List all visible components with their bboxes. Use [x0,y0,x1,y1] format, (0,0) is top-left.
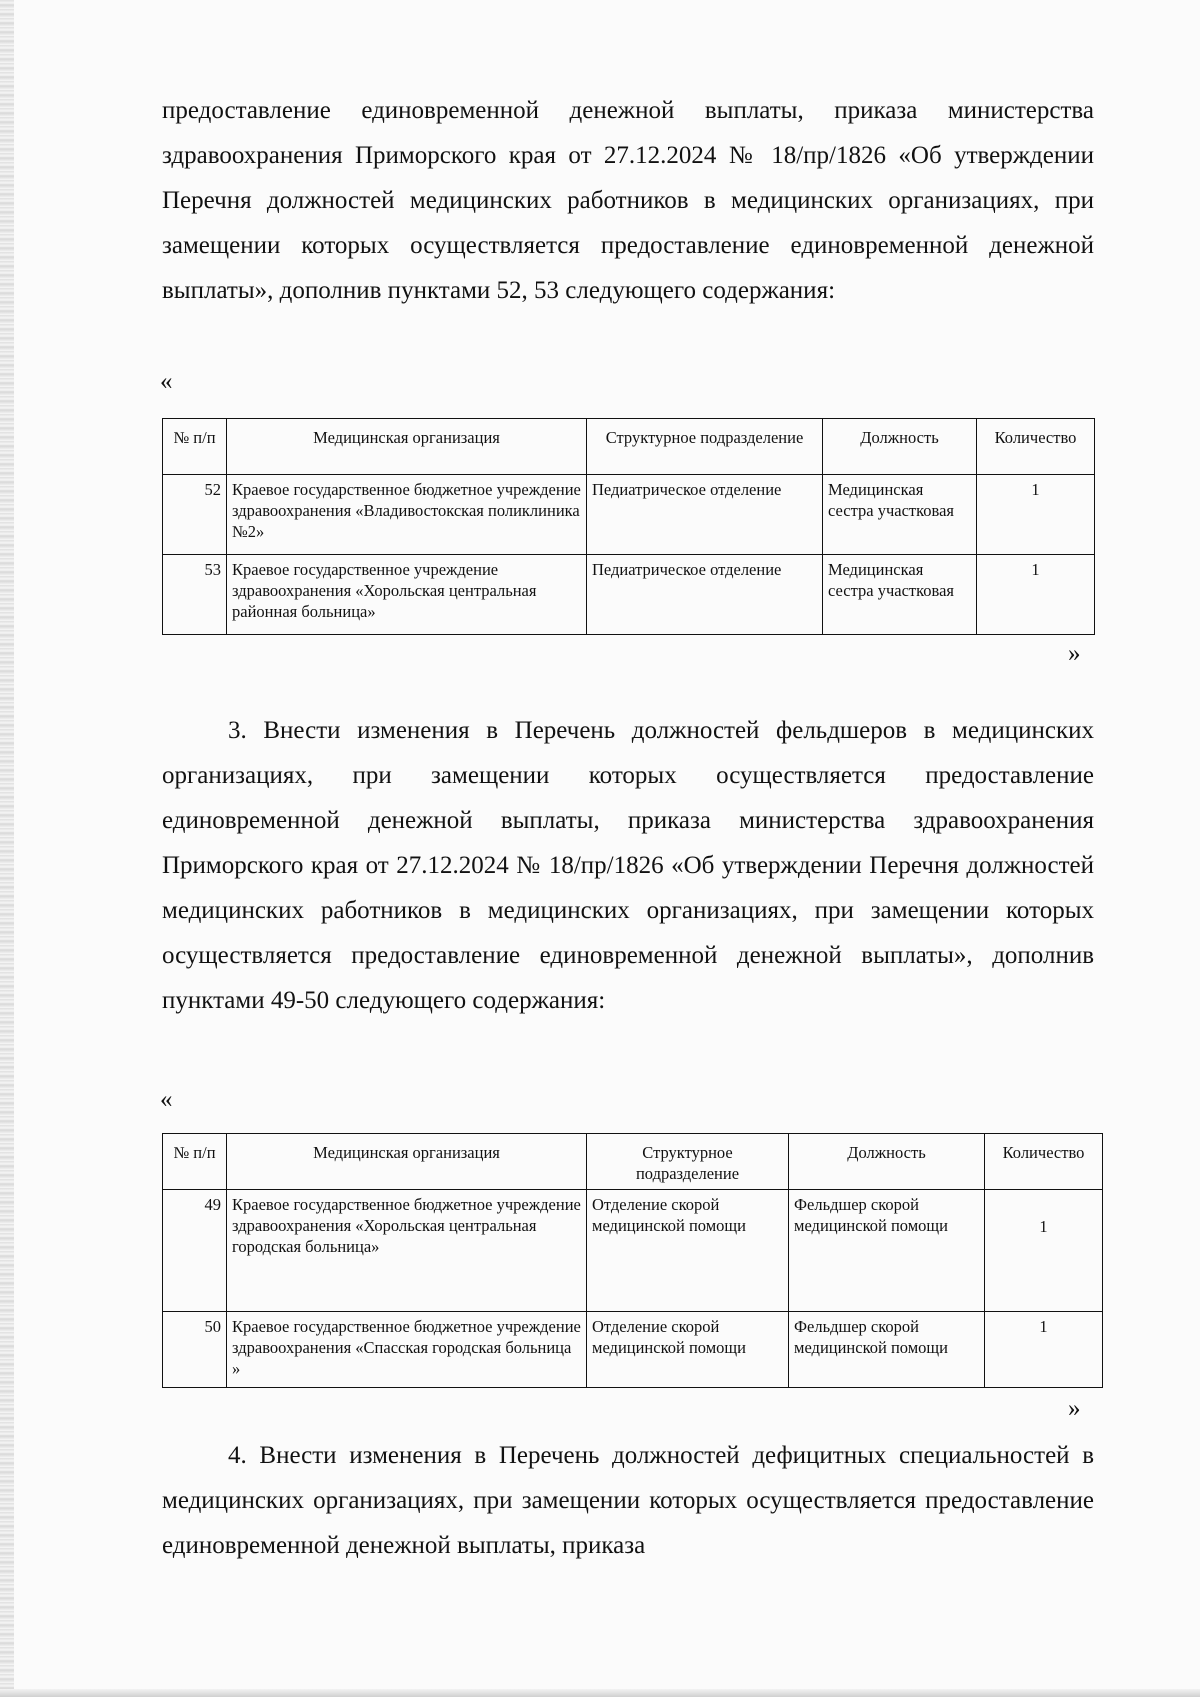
scan-edge-bottom [0,1689,1200,1697]
table-positions-nurses [162,418,1095,635]
row-quantity: 1 [985,1312,1103,1388]
scan-edge-left [0,0,14,1697]
row-position: Фельдшер скорой медицинской помощи [789,1312,985,1388]
table-header-row [163,419,1095,475]
quote-close-2: » [1068,1395,1081,1422]
row-unit: Отделение скорой медицинской помощи [587,1312,789,1388]
row-number: 50 [163,1312,227,1388]
header-organization: Медицинская организация [227,1134,587,1190]
table-positions-paramedics [162,1133,1103,1388]
header-number: № п/п [163,419,227,475]
row-organization: Краевое государственное бюджетное учреждение здравоохранения «Владивостокская поликлиника №2» [227,475,587,555]
table-row [163,1190,1103,1312]
row-quantity: 1 [977,555,1095,635]
row-unit: Педиатрическое отделение [587,555,823,635]
table-row [163,555,1095,635]
header-quantity: Количество [977,419,1095,475]
row-organization: Краевое государственное бюджетное учреждение здравоохранения «Спасская городская больница » [227,1312,587,1388]
row-number: 49 [163,1190,227,1312]
header-organization: Медицинская организация [227,419,587,475]
table-header-row [163,1134,1103,1190]
row-unit: Отделение скорой медицинской помощи [587,1190,789,1312]
header-quantity: Количество [985,1134,1103,1190]
quote-open-1: « [160,368,173,395]
paragraph-item-4: 4. Внести изменения в Перечень должностей дефицитных специальностей в медицинских организациях, при замещении которых осуществляется предоставление единовременной денежной выплаты, приказа [162,1442,1094,1559]
row-position: Медицинская сестра участковая [823,475,977,555]
paragraph-item-3: 3. Внести изменения в Перечень должностей фельдшеров в медицинских организациях, при замещении которых осуществляется предоставление единовременной денежной выплаты, приказа министерства здравоохранения Приморского края от 27.12.2024 № 18/пр/1826 «Об утверждении Перечня должностей медицинских работников в медицинских организациях, при замещении которых осуществляется предоставление единовременной денежной выплаты», дополнив пунктами 49-50 следующего содержания: [162,717,1094,1014]
table-row [163,475,1095,555]
paragraph-continuation: предоставление единовременной денежной выплаты, приказа министерства здравоохранения Приморского края от 27.12.2024 № 18/пр/1826 «Об утверждении Перечня должностей медицинских работников в медицинских организациях, при замещении которых осуществляется предоставление единовременной денежной выплаты», дополнив пунктами 52, 53 следующего содержания: [162,97,1094,304]
row-quantity: 1 [977,475,1095,555]
row-number: 52 [163,475,227,555]
header-position: Должность [823,419,977,475]
row-number: 53 [163,555,227,635]
row-organization: Краевое государственное учреждение здравоохранения «Хорольская центральная районная больница» [227,555,587,635]
header-position: Должность [789,1134,985,1190]
row-unit: Педиатрическое отделение [587,475,823,555]
row-position: Фельдшер скорой медицинской помощи [789,1190,985,1312]
header-unit: Структурное подразделение [587,419,823,475]
header-number: № п/п [163,1134,227,1190]
row-organization: Краевое государственное бюджетное учреждение здравоохранения «Хорольская центральная городская больница» [227,1190,587,1312]
row-quantity: 1 [985,1190,1103,1312]
header-unit: Структурное подразделение [587,1134,789,1190]
quote-close-1: » [1068,640,1081,667]
table-row [163,1312,1103,1388]
row-position: Медицинская сестра участковая [823,555,977,635]
quote-open-2: « [160,1086,173,1113]
